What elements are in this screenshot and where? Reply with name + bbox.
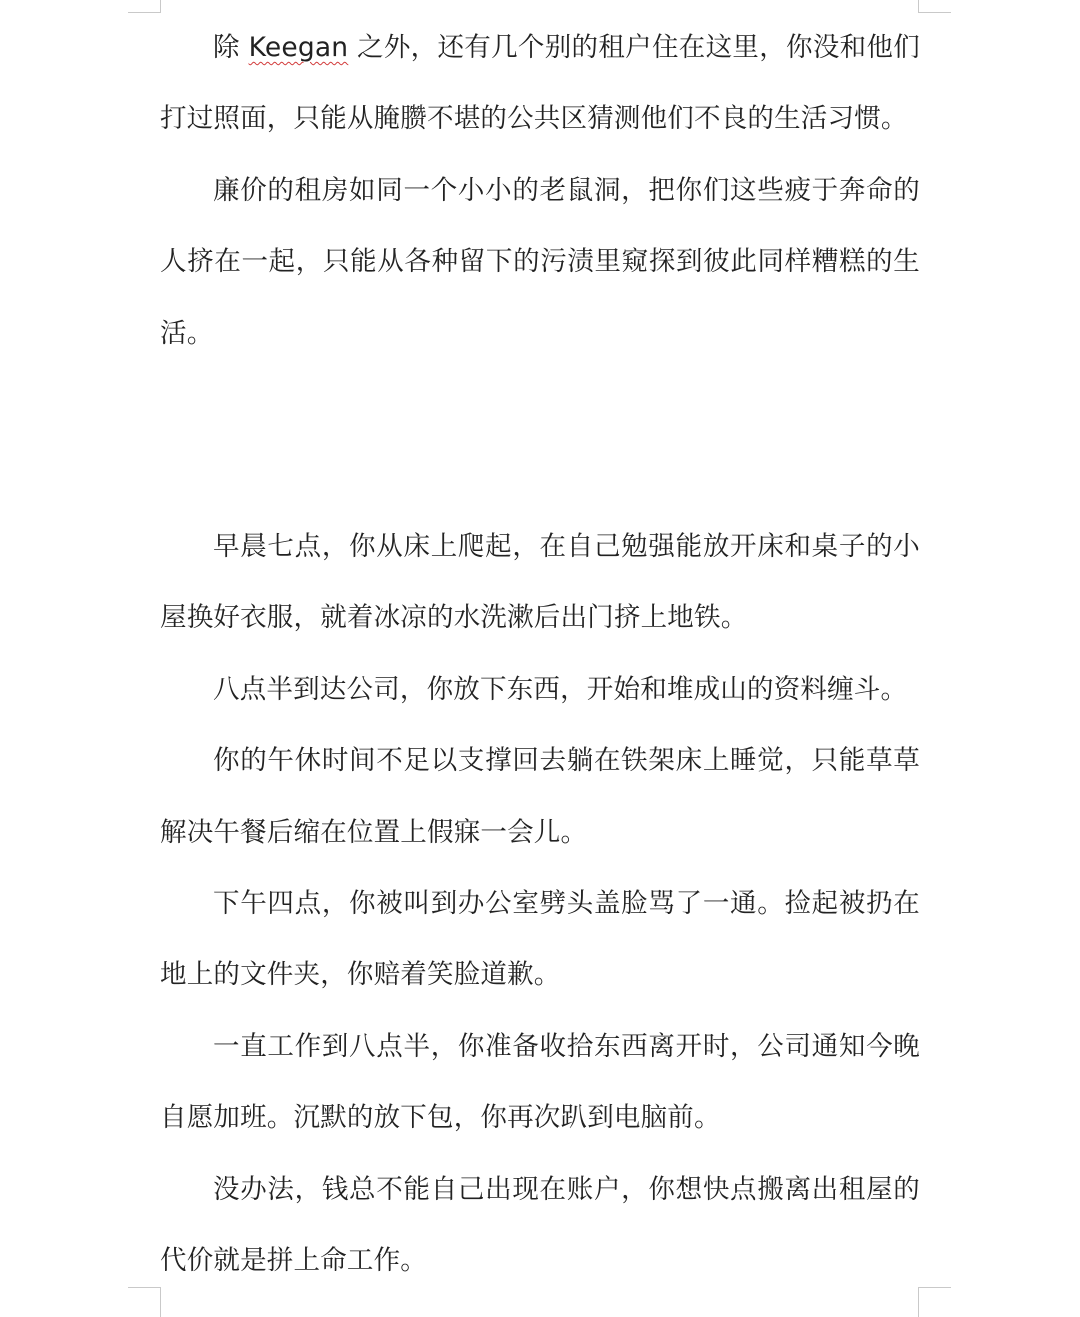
paragraph-1-lead: 除: [213, 32, 249, 63]
paragraph-1-tail: 之外，还有几个别的租户住在这里，你没和他们打过照面，只能从腌臜不堪的公共区猜测他们不良的生活习惯。: [160, 32, 921, 135]
crop-mark-bottom-right: [918, 1287, 951, 1317]
paragraph-1: [160, 12, 920, 155]
paragraph-4: 八点半到达公司，你放下东西，开始和堆成山的资料缠斗。: [213, 673, 908, 705]
paragraph-3: 早晨七点，你从床上爬起，在自己勉强能放开床和桌子的小屋换好衣服，就着冰凉的水洗漱后出门挤上地铁。: [160, 531, 920, 634]
document-body[interactable]: [160, 12, 920, 1297]
crop-mark-top-right: [918, 0, 951, 13]
blank-lines: [160, 369, 920, 511]
crop-mark-top-left: [128, 0, 161, 13]
paragraph-8: 没办法，钱总不能自己出现在账户，你想快点搬离出租屋的代价就是拼上命工作。: [160, 1173, 920, 1277]
paragraph-5: 你的午休时间不足以支撑回去躺在铁架床上睡觉，只能草草解决午餐后缩在位置上假寐一会儿。: [160, 745, 920, 848]
spellcheck-flagged-word[interactable]: Keegan: [248, 32, 349, 63]
paragraph-2: 廉价的租房如同一个小小的老鼠洞，把你们这些疲于奔命的人挤在一起，只能从各种留下的污渍里窥探到彼此同样糟糕的生活。: [160, 174, 920, 349]
crop-mark-bottom-left: [128, 1287, 161, 1317]
paragraph-7: 一直工作到八点半，你准备收拾东西离开时，公司通知今晚自愿加班。沉默的放下包，你再次趴到电脑前。: [160, 1030, 920, 1134]
paragraph-6: 下午四点，你被叫到办公室劈头盖脸骂了一通。捡起被扔在地上的文件夹，你赔着笑脸道歉。: [160, 888, 920, 991]
